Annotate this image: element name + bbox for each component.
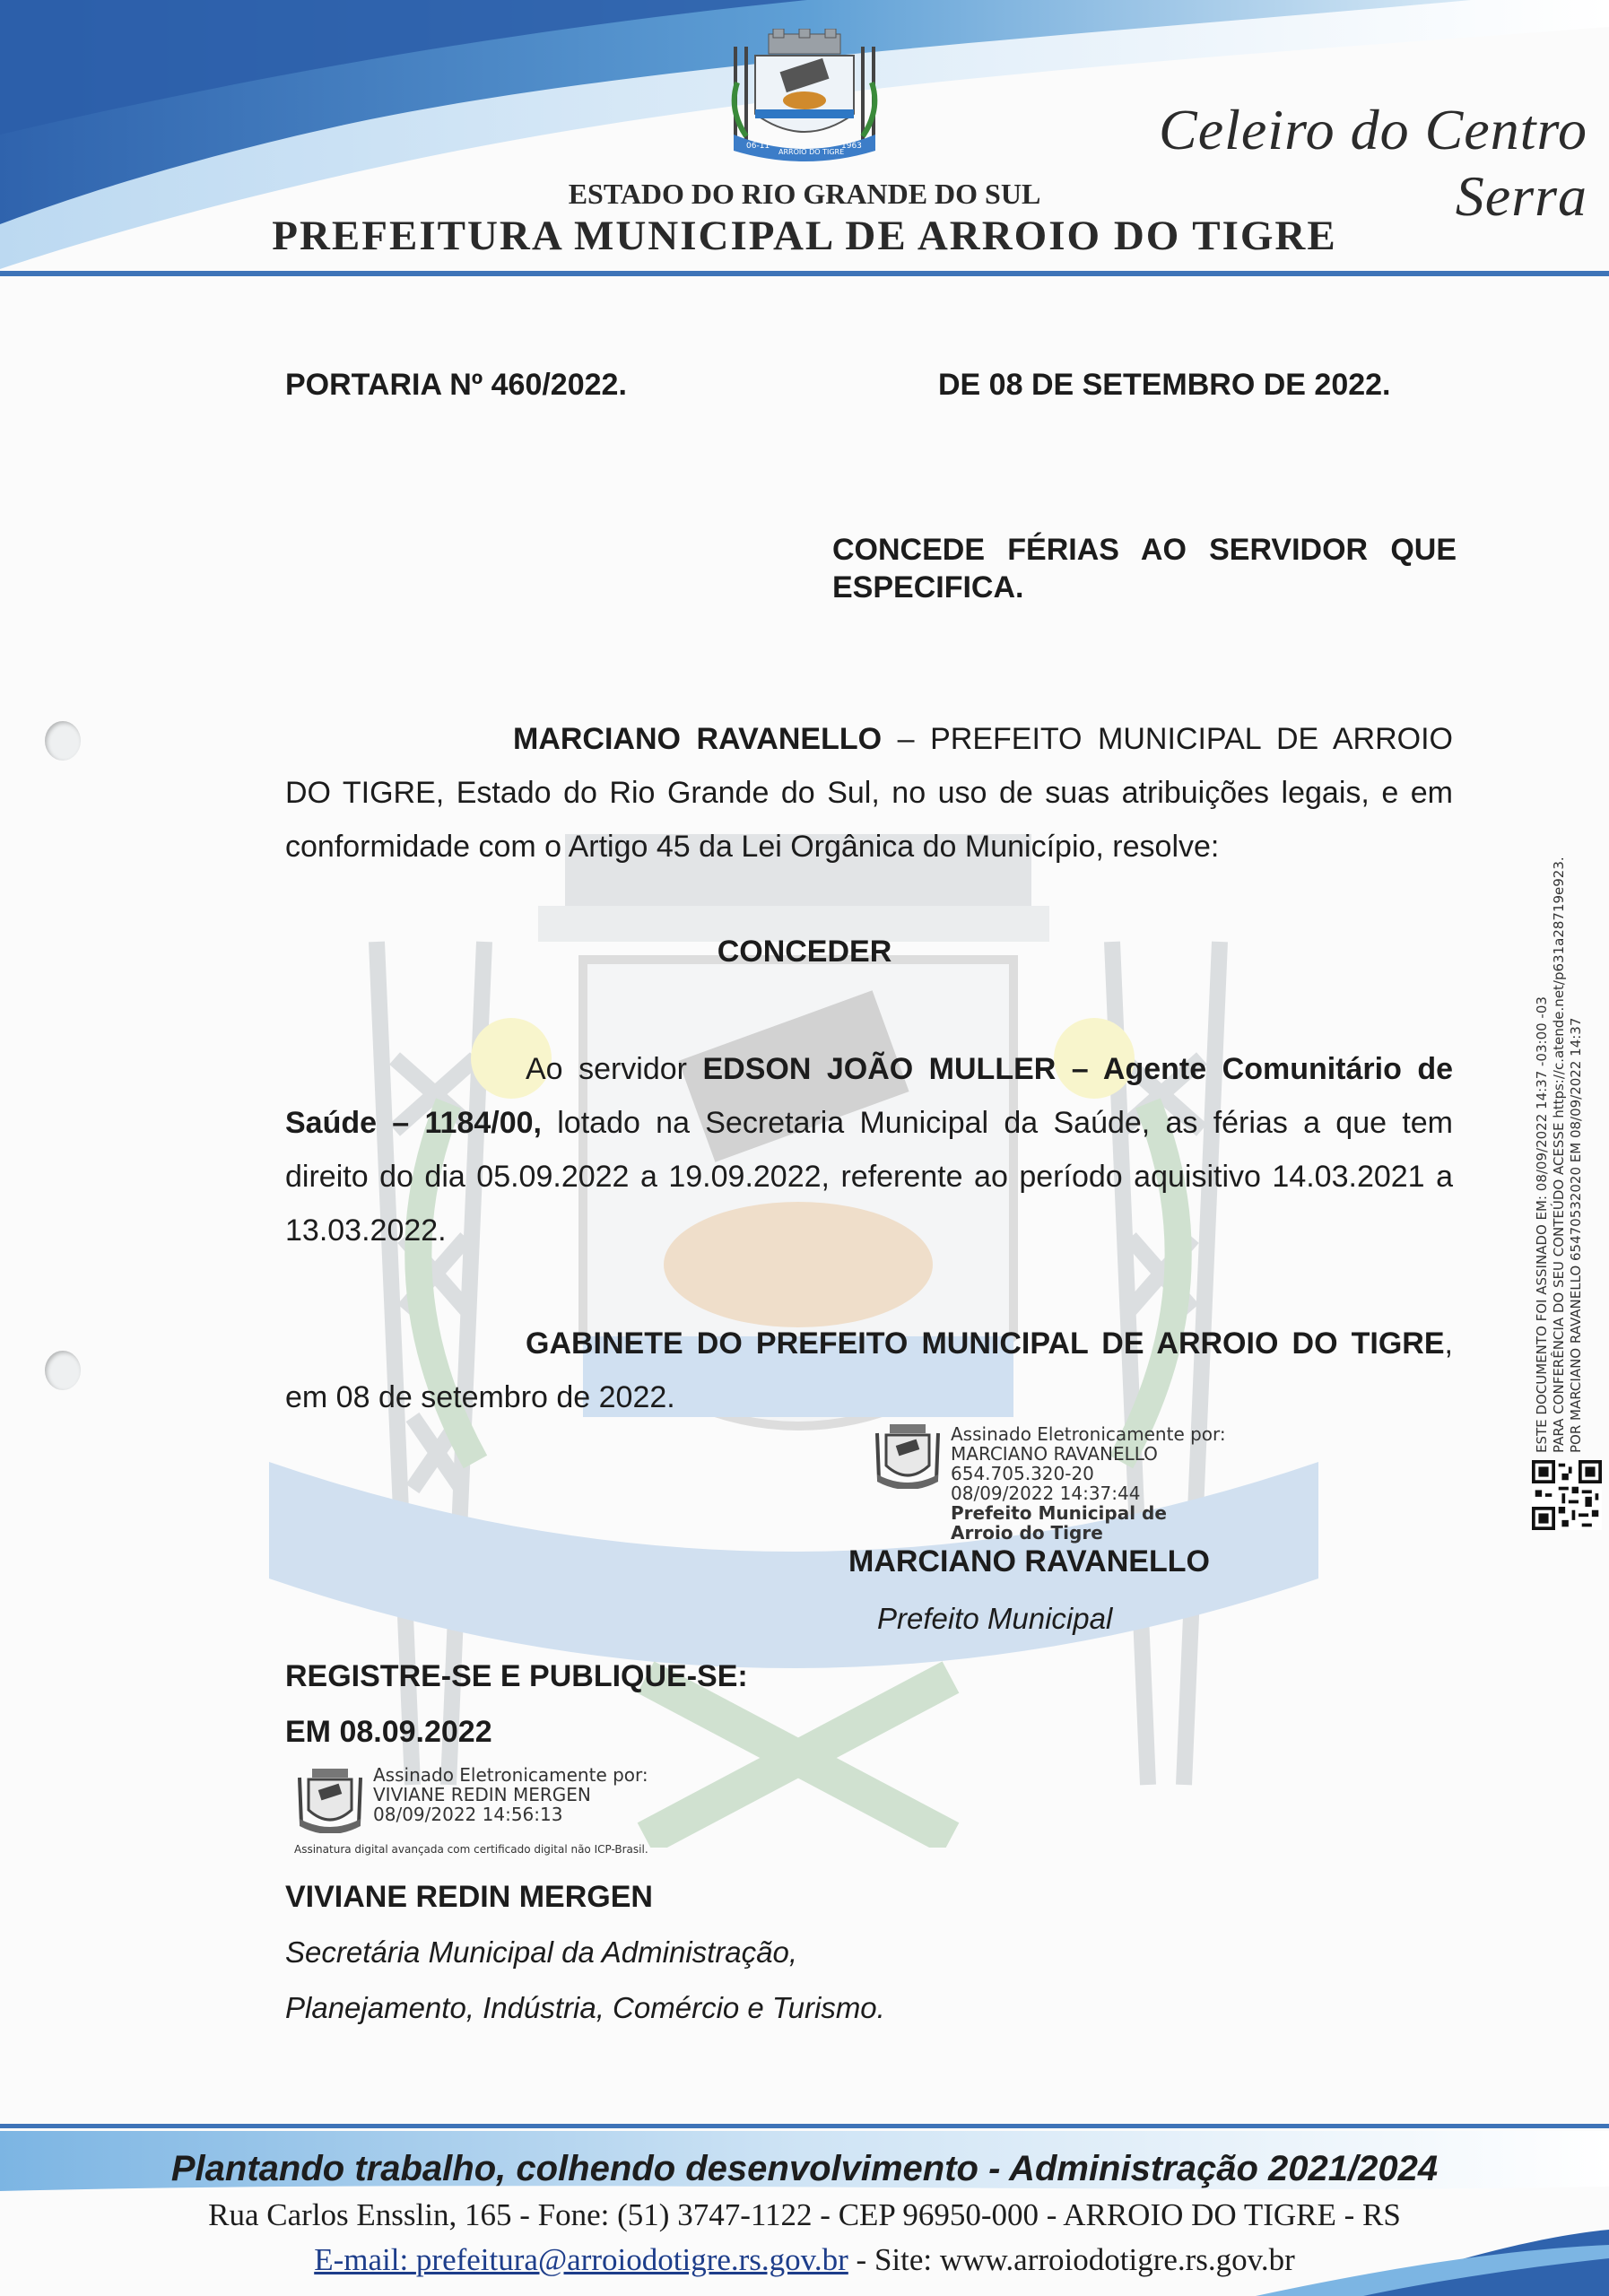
grant-prefix: Ao servidor [526,1052,703,1086]
email-link[interactable]: prefeitura@arroiodotigre.rs.gov.br [415,2242,848,2277]
certification-line-2: PARA CONFERÊNCIA DO SEU CONTEÚDO ACESSE https://c.atende.net/p631a28719e923. [1551,857,1567,1453]
city-hall-name: PREFEITURA MUNICIPAL DE ARROIO DO TIGRE [272,213,1337,259]
secretary-signature-details [373,1765,648,1824]
office-name: GABINETE DO PREFEITO MUNICIPAL DE ARROIO DO TIGRE [526,1326,1445,1361]
binder-punch-hole [45,721,81,761]
decree-heading: CONCEDER [717,935,892,969]
crest-ribbon-right: 1963 [841,142,862,151]
digital-signature-note: Assinatura digital avançada com certificado digital não ICP-Brasil. [294,1843,648,1856]
certification-line-3: POR MARCIANO RAVANELLO 65470532020 EM 08/09/2022 14:37 [1568,1017,1584,1453]
header-divider [0,271,1609,276]
closing-date-text: , em 08 de setembro de 2022. [285,1326,1453,1414]
mayor-title: Prefeito Municipal [877,1602,1113,1635]
email-label: E-mail: [314,2242,416,2277]
signer-name: VIVIANE REDIN MERGEN [373,1784,591,1805]
signature-label: Assinado Eletronicamente por: [373,1764,648,1786]
certification-line-1: ESTE DOCUMENTO FOI ASSINADO EM: 08/09/2022 14:37 -03:00 -03 [1534,996,1550,1453]
intro-paragraph [285,712,1453,874]
crest-ribbon-left: 06-11 [746,142,770,151]
signature-timestamp: 08/09/2022 14:37:44 [951,1483,1141,1504]
footer-contact [0,2242,1609,2278]
employee-identification: EDSON JOÃO MULLER – Agente Comunitário de Saúde – 1184/00, [285,1052,1454,1140]
mayor-name-inline: MARCIANO RAVANELLO [513,722,883,756]
signature-timestamp: 08/09/2022 14:56:13 [373,1804,563,1825]
state-name: ESTADO DO RIO GRANDE DO SUL [568,178,1041,210]
document-summary: CONCEDE FÉRIAS AO SERVIDOR QUE ESPECIFICA. [832,533,1457,604]
administration-motto: Plantando trabalho, colhendo desenvolvimento - Administração 2021/2024 [170,2149,1439,2188]
signer-role: Prefeito Municipal de [951,1502,1167,1524]
grant-paragraph [285,1042,1453,1257]
signature-label: Assinado Eletronicamente por: [951,1423,1226,1445]
grant-text: lotado na Secretaria Municipal da Saúde, as férias a que tem direito do dia 05.09.2022 a 19.09.2022, referente ao período aquisitivo 14.03.2021 a 13.03.2022. [285,1106,1453,1248]
crest-ribbon-center: ARROIO DO TIGRE [778,148,845,156]
secretary-title-line-1: Secretária Municipal da Administração, [285,1935,798,1969]
qr-code-icon [1532,1460,1602,1530]
mayor-name: MARCIANO RAVANELLO [848,1544,1210,1578]
website-text: - Site: www.arroiodotigre.rs.gov.br [848,2242,1295,2277]
register-date: EM 08.09.2022 [285,1715,492,1749]
portaria-number: PORTARIA Nº 460/2022. [285,368,627,402]
signer-name: MARCIANO RAVANELLO [951,1443,1158,1465]
register-publish-label: REGISTRE-SE E PUBLIQUE-SE: [285,1659,748,1693]
secretary-title-line-2: Planejamento, Indústria, Comércio e Turismo. [285,1991,885,2024]
side-certification-text [1534,857,1585,1453]
mayor-signature-stamp [874,1421,1304,1544]
portaria-date: DE 08 DE SETEMBRO DE 2022. [938,368,1391,402]
closing-paragraph [285,1317,1453,1424]
signer-role-city: Arroio do Tigre [951,1522,1103,1544]
signature-seal-icon [874,1421,942,1489]
signature-seal-icon [296,1765,364,1833]
secretary-signature-stamp [296,1765,762,1873]
secretary-name: VIVIANE REDIN MERGEN [285,1880,653,1914]
binder-punch-hole [45,1351,81,1390]
signer-cpf: 654.705.320-20 [951,1463,1094,1484]
coat-of-arms-logo [728,29,881,163]
mayor-signature-details [951,1424,1226,1543]
municipal-slogan: Celeiro do Centro Serra [1159,98,1587,228]
intro-text: – PREFEITO MUNICIPAL DE ARROIO DO TIGRE, Estado do Rio Grande do Sul, no uso de suas atribuições legais, e em conformidade com o Artigo 45 da Lei Orgânica do Município, resolve: [285,722,1454,864]
footer-address: Rua Carlos Ensslin, 165 - Fone: (51) 3747-1122 - CEP 96950-000 - ARROIO DO TIGRE - RS [208,2197,1401,2232]
